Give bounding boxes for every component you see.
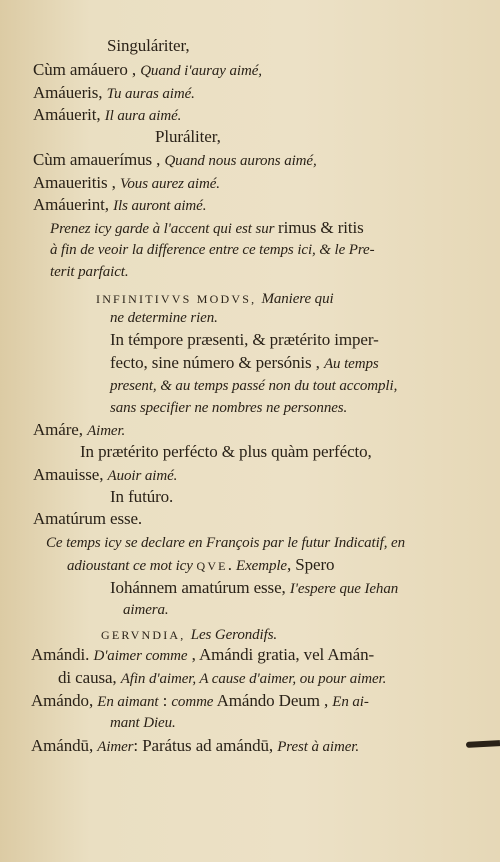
text-line: Amauisse, Auoir aimé.: [33, 465, 178, 484]
text-line: Amaueritis , Vous aurez aimé.: [33, 173, 220, 192]
note-line: terit parfaict.: [50, 264, 129, 280]
text-line: Iohánnem amatúrum esse, I'espere que Iehan: [110, 578, 399, 597]
text-line: Cùm amauerímus , Quand nous aurons aimé,: [33, 150, 317, 169]
text-line: ne determine rien.: [110, 310, 218, 326]
text-line: Amáuerint, Ils auront aimé.: [33, 195, 207, 214]
text-line: Amáre, Aimer.: [33, 420, 126, 439]
text-line: In prætérito perfécto & plus quàm perfécto,: [80, 442, 372, 461]
heading-pluraliter: Pluráliter,: [155, 127, 221, 146]
note-line: Ce temps icy se declare en François par le futur Indicatif, en: [46, 535, 405, 551]
text-line: mant Dieu.: [110, 715, 176, 731]
text-line: In témpore præsenti, & prætérito imper-: [110, 330, 379, 349]
section-heading-gerundia: GERVNDIA, Les Gerondifs.: [101, 627, 278, 643]
text-line: aimera.: [123, 602, 169, 618]
text-line: present, & au temps passé non du tout accompli,: [110, 378, 398, 394]
note-line: adioustant ce mot icy QVE. Exemple, Spero: [67, 555, 335, 574]
text-line: fecto, sine número & persónis , Au temps: [110, 353, 379, 372]
text-line: Amatúrum esse.: [33, 509, 143, 528]
text-line: Amáueris, Tu auras aimé.: [33, 83, 195, 102]
section-heading-infinitivus: INFINITIVVS MODVS, Maniere qui: [96, 291, 334, 307]
ink-blot: [466, 740, 500, 748]
text-line: Cùm amáuero , Quand i'auray aimé,: [33, 60, 262, 79]
text-line: di causa, Afin d'aimer, A cause d'aimer, ou pour aimer.: [58, 668, 387, 687]
text-line: Amándo, En aimant : comme Amándo Deum , En ai-: [31, 691, 369, 710]
text-line: sans specifier ne nombres ne personnes.: [110, 400, 348, 416]
note-line: à fin de veoir la difference entre ce temps ici, & le Pre-: [50, 242, 375, 258]
text-line: Amáuerit, Il aura aimé.: [33, 105, 182, 124]
note-line: Prenez icy garde à l'accent qui est sur rimus & ritis: [50, 218, 364, 237]
heading-singulariter: Singuláriter,: [107, 36, 190, 55]
text-line: Amándi. D'aimer comme , Amándi gratia, vel Amán-: [31, 645, 375, 664]
heading-futuro: In futúro.: [110, 487, 174, 506]
text-line: Amándū, Aimer: Parátus ad amándū, Prest à aimer.: [31, 736, 359, 755]
